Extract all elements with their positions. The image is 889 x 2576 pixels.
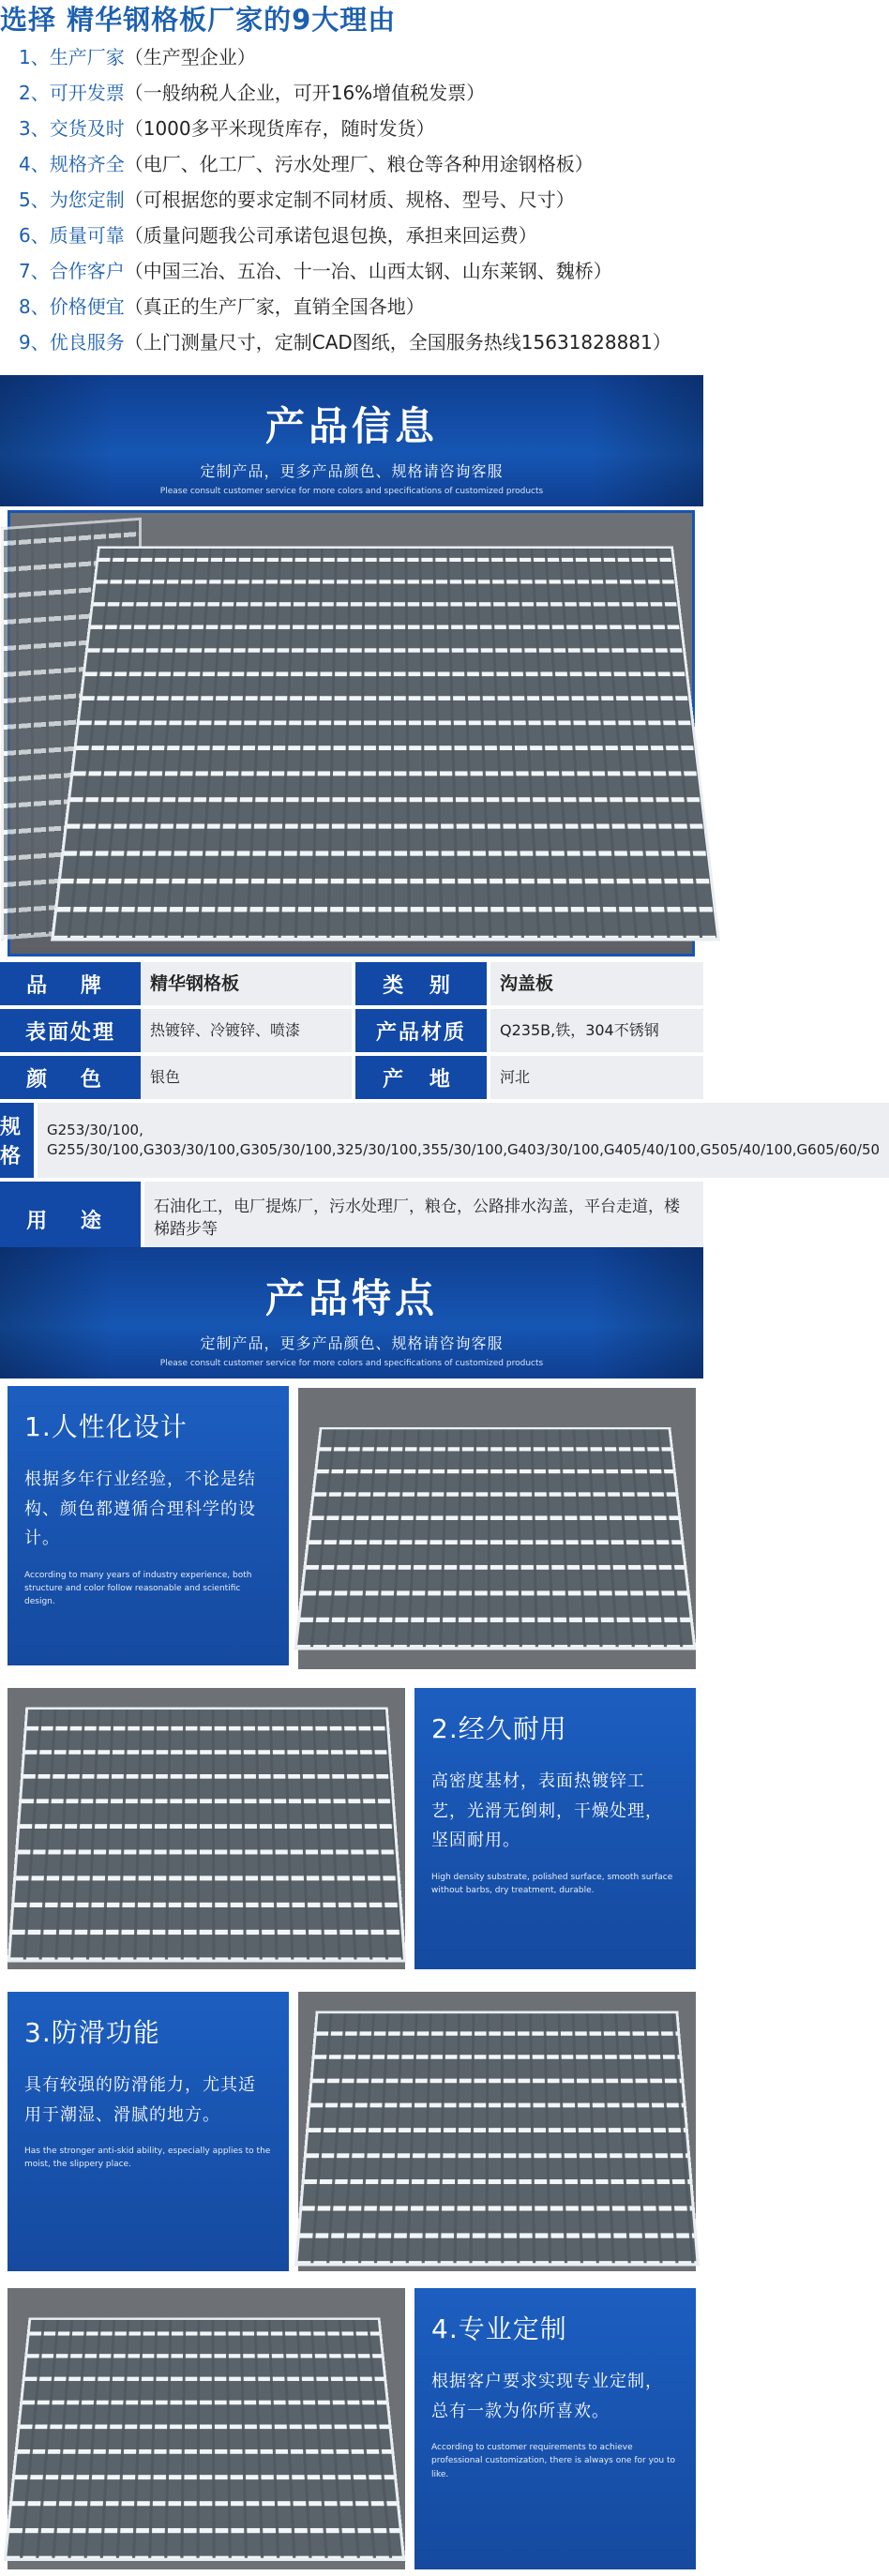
product-info-title: 产品信息: [264, 403, 438, 449]
feature-title: 2.经久耐用: [431, 1713, 567, 1744]
feature-title: 4.专业定制: [431, 2313, 567, 2344]
features-banner: [0, 1247, 703, 1378]
reason-item: 7、合作客户（中国三冶、五冶、十一冶、山西太钢、山东莱钢、魏桥）: [19, 260, 612, 282]
material-value: Q235B,铁，304不锈钢: [490, 1009, 703, 1052]
feature-card: [8, 1992, 289, 2271]
spec-row: [0, 1056, 703, 1099]
features-subtitle: 定制产品，更多产品颜色、规格请咨询客服: [200, 1334, 504, 1352]
size-value: G253/30/100, G255/30/100,G303/30/100,G305/30/100,325/30/100,355/30/100,G403/30/100,G405/40/100,G505/40/100,G605/60/50: [38, 1103, 889, 1178]
color-label: 颜 色: [0, 1056, 141, 1099]
surface-value: 热镀锌、冷镀锌、喷漆: [141, 1009, 352, 1052]
product-info-banner: [0, 375, 703, 506]
brand-value: 精华钢格板: [141, 962, 352, 1005]
spec-row: [0, 1103, 881, 1178]
features-title: 产品特点: [264, 1275, 438, 1321]
feature-en: According to customer requirements to achieve professional customization, there is always one for you to like.: [431, 2443, 676, 2479]
category-value: 沟盖板: [490, 962, 703, 1005]
feature-en: High density substrate, polished surface, smooth surface without barbs, dry treatment, durable.: [431, 1872, 673, 1895]
feature-desc: 具有较强的防滑能力，尤其适用于潮湿、滑腻的地方。: [24, 2075, 256, 2125]
feature-card: [414, 2288, 696, 2569]
spec-row: [0, 1009, 703, 1052]
origin-value: 河北: [490, 1056, 703, 1099]
reason-item: 2、可开发票（一般纳税人企业，可开16%增值税发票）: [19, 82, 486, 104]
feature-en: According to many years of industry experience, both structure and color follow reasonable and scientific design.: [24, 1570, 252, 1607]
product-hero-image: [8, 510, 695, 957]
spec-row: [0, 1182, 703, 1257]
brand-label: 品 牌: [0, 962, 141, 1005]
usage-label: 用 途: [0, 1182, 141, 1257]
reason-item: 3、交货及时（1000多平米现货库存，随时发货）: [19, 117, 435, 140]
feature-image: [298, 1992, 696, 2271]
feature-desc: 高密度基材，表面热镀锌工艺，光滑无倒刺，干燥处理，坚固耐用。: [431, 1771, 663, 1850]
reasons-title: 选择 精华钢格板厂家的9大理由: [0, 4, 397, 36]
reason-item: 6、质量可靠（质量问题我公司承诺包退包换，承担来回运费）: [19, 224, 537, 247]
spec-table: [0, 962, 881, 1260]
color-value: 银色: [141, 1056, 352, 1099]
usage-value: 石油化工，电厂提炼厂，污水处理厂，粮仓，公路排水沟盖，平台走道，楼梯踏步等: [144, 1182, 703, 1257]
reason-item: 4、规格齐全（电厂、化工厂、污水处理厂、粮仓等各种用途钢格板）: [19, 153, 594, 175]
feature-image: [298, 1388, 696, 1669]
reason-item: 1、生产厂家（生产型企业）: [19, 46, 256, 68]
reasons-list: [0, 39, 703, 360]
feature-card: [8, 1386, 289, 1665]
material-label: 产品材质: [355, 1009, 487, 1052]
product-info-subtitle: 定制产品，更多产品颜色、规格请咨询客服: [200, 462, 504, 480]
feature-title: 1.人性化设计: [24, 1411, 188, 1442]
feature-en: Has the stronger anti-skid ability, especially applies to the moist, the slippery place.: [24, 2147, 271, 2170]
features-en: Please consult customer service for more colors and specifications of customized products: [159, 1359, 544, 1368]
size-label: 规 格: [0, 1103, 34, 1178]
origin-label: 产 地: [355, 1056, 487, 1099]
spec-row: [0, 962, 703, 1005]
feature-image: [8, 1688, 405, 1969]
reason-item: 9、优良服务（上门测量尺寸，定制CAD图纸，全国服务热线15631828881）: [19, 331, 671, 354]
feature-desc: 根据客户要求实现专业定制，总有一款为你所喜欢。: [431, 2372, 663, 2421]
reason-item: 8、价格便宜（真正的生产厂家，直销全国各地）: [19, 295, 425, 318]
surface-label: 表面处理: [0, 1009, 141, 1052]
feature-image: [8, 2288, 405, 2569]
product-info-en: Please consult customer service for more colors and specifications of customized products: [159, 487, 544, 496]
category-label: 类 别: [355, 962, 487, 1005]
feature-desc: 根据多年行业经验，不论是结构、颜色都遵循合理科学的设计。: [24, 1469, 256, 1548]
feature-card: [414, 1688, 696, 1969]
reasons-section: [0, 0, 703, 356]
feature-title: 3.防滑功能: [24, 2017, 160, 2048]
reason-item: 5、为您定制（可根据您的要求定制不同材质、规格、型号、尺寸）: [19, 188, 575, 211]
